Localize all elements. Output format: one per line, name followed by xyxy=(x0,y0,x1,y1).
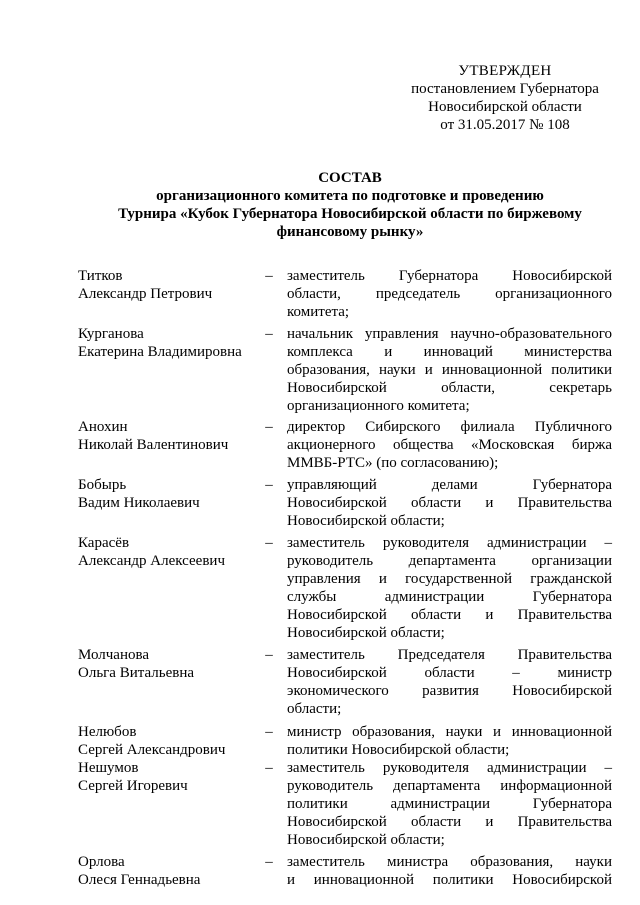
member-given-names: Ольга Витальевна xyxy=(78,665,195,681)
position-line: заместитель министра образования, науки xyxy=(287,854,612,870)
document-title xyxy=(80,169,620,241)
position-line: руководитель департамента организации xyxy=(287,553,612,569)
position-line: экономического развития Новосибирской xyxy=(287,683,612,699)
member-dash: – xyxy=(265,854,273,870)
committee-member xyxy=(0,646,640,718)
position-line: Новосибирской области – министр xyxy=(287,665,612,681)
member-given-names: Екатерина Владимировна xyxy=(78,344,242,360)
position-line: Новосибирской области и Правительства xyxy=(287,495,612,511)
member-position xyxy=(287,534,612,642)
position-line: Новосибирской области; xyxy=(287,832,445,848)
member-surname: Титков xyxy=(78,268,123,284)
position-line: министр образования, науки и инновационной xyxy=(287,724,612,740)
member-dash: – xyxy=(265,477,273,493)
committee-member xyxy=(0,418,640,472)
title-line-2: организационного комитета по подготовке и проведению xyxy=(156,188,544,204)
member-position xyxy=(287,853,612,889)
member-given-names: Сергей Александрович xyxy=(78,742,226,758)
position-line: руководитель департамента информационной xyxy=(287,778,612,794)
position-line: заместитель Председателя Правительства xyxy=(287,647,612,663)
position-line: службы администрации Губернатора xyxy=(287,589,612,605)
committee-member xyxy=(0,267,640,321)
position-line: Новосибирской области; xyxy=(287,513,445,529)
member-name xyxy=(78,476,258,512)
member-position xyxy=(287,759,612,849)
member-surname: Анохин xyxy=(78,419,128,435)
member-name xyxy=(78,418,258,454)
position-line: Новосибирской области и Правительства xyxy=(287,607,612,623)
member-given-names: Александр Алексеевич xyxy=(78,553,225,569)
member-dash: – xyxy=(265,647,273,663)
member-name xyxy=(78,759,258,795)
member-position xyxy=(287,325,612,415)
member-surname: Орлова xyxy=(78,854,125,870)
position-line: начальник управления научно-образовательного xyxy=(287,326,612,342)
member-given-names: Олеся Геннадьевна xyxy=(78,872,201,888)
member-surname: Карасёв xyxy=(78,535,130,551)
position-line: комитета; xyxy=(287,304,350,320)
member-dash: – xyxy=(265,535,273,551)
position-line: политики Новосибирской области; xyxy=(287,742,510,758)
position-line: заместитель Губернатора Новосибирской xyxy=(287,268,612,284)
position-line: области, председатель организационного xyxy=(287,286,612,302)
position-line: области; xyxy=(287,701,342,717)
member-surname: Бобырь xyxy=(78,477,127,493)
member-surname: Нешумов xyxy=(78,760,139,776)
position-line: организационного комитета; xyxy=(287,398,470,414)
member-position xyxy=(287,418,612,472)
position-line: Новосибирской области; xyxy=(287,625,445,641)
position-line: и инновационной политики Новосибирской xyxy=(287,872,612,888)
member-name xyxy=(78,325,258,361)
position-line: заместитель руководителя администрации – xyxy=(287,535,612,551)
title-line-3: Турнира «Кубок Губернатора Новосибирской области по биржевому xyxy=(118,206,582,222)
member-dash: – xyxy=(265,760,273,776)
position-line: директор Сибирского филиала Публичного xyxy=(287,419,612,435)
committee-member xyxy=(0,759,640,849)
position-line: Новосибирской области и Правительства xyxy=(287,814,612,830)
member-given-names: Сергей Игоревич xyxy=(78,778,188,794)
approval-line-decree: постановлением Губернатора xyxy=(411,81,599,97)
committee-member xyxy=(0,853,640,889)
approval-line-date-number: от 31.05.2017 № 108 xyxy=(440,117,570,133)
title-line-1: СОСТАВ xyxy=(318,170,382,186)
member-surname: Нелюбов xyxy=(78,724,137,740)
title-line-4: финансовому рынку» xyxy=(276,224,424,240)
position-line: политики администрации Губернатора xyxy=(287,796,612,812)
member-given-names: Вадим Николаевич xyxy=(78,495,200,511)
committee-member xyxy=(0,476,640,530)
position-line: образования, науки и инновационной политики xyxy=(287,362,612,378)
committee-member xyxy=(0,534,640,642)
member-dash: – xyxy=(265,268,273,284)
position-line: ММВБ-РТС» (по согласованию); xyxy=(287,455,499,471)
member-position xyxy=(287,476,612,530)
committee-member xyxy=(0,325,640,415)
approval-heading: УТВЕРЖДЕН xyxy=(458,63,552,79)
member-position xyxy=(287,267,612,321)
member-given-names: Николай Валентинович xyxy=(78,437,229,453)
member-dash: – xyxy=(265,724,273,740)
member-surname: Курганова xyxy=(78,326,144,342)
member-position xyxy=(287,723,612,759)
member-name xyxy=(78,534,258,570)
position-line: заместитель руководителя администрации – xyxy=(287,760,612,776)
member-dash: – xyxy=(265,419,273,435)
committee-member-list xyxy=(0,267,640,889)
position-line: управляющий делами Губернатора xyxy=(287,477,612,493)
member-name xyxy=(78,646,258,682)
member-given-names: Александр Петрович xyxy=(78,286,213,302)
member-position xyxy=(287,646,612,718)
member-surname: Молчанова xyxy=(78,647,150,663)
member-name xyxy=(78,853,258,889)
position-line: акционерного общества «Московская биржа xyxy=(287,437,612,453)
position-line: управления и государственной гражданской xyxy=(287,571,612,587)
committee-member xyxy=(0,723,640,759)
approval-line-region: Новосибирской области xyxy=(428,99,582,115)
position-line: Новосибирской области, секретарь xyxy=(287,380,612,396)
position-line: комплекса и инноваций министерства xyxy=(287,344,612,360)
member-dash: – xyxy=(265,326,273,342)
member-name xyxy=(78,267,258,303)
approval-stamp xyxy=(386,62,624,134)
member-name xyxy=(78,723,258,759)
